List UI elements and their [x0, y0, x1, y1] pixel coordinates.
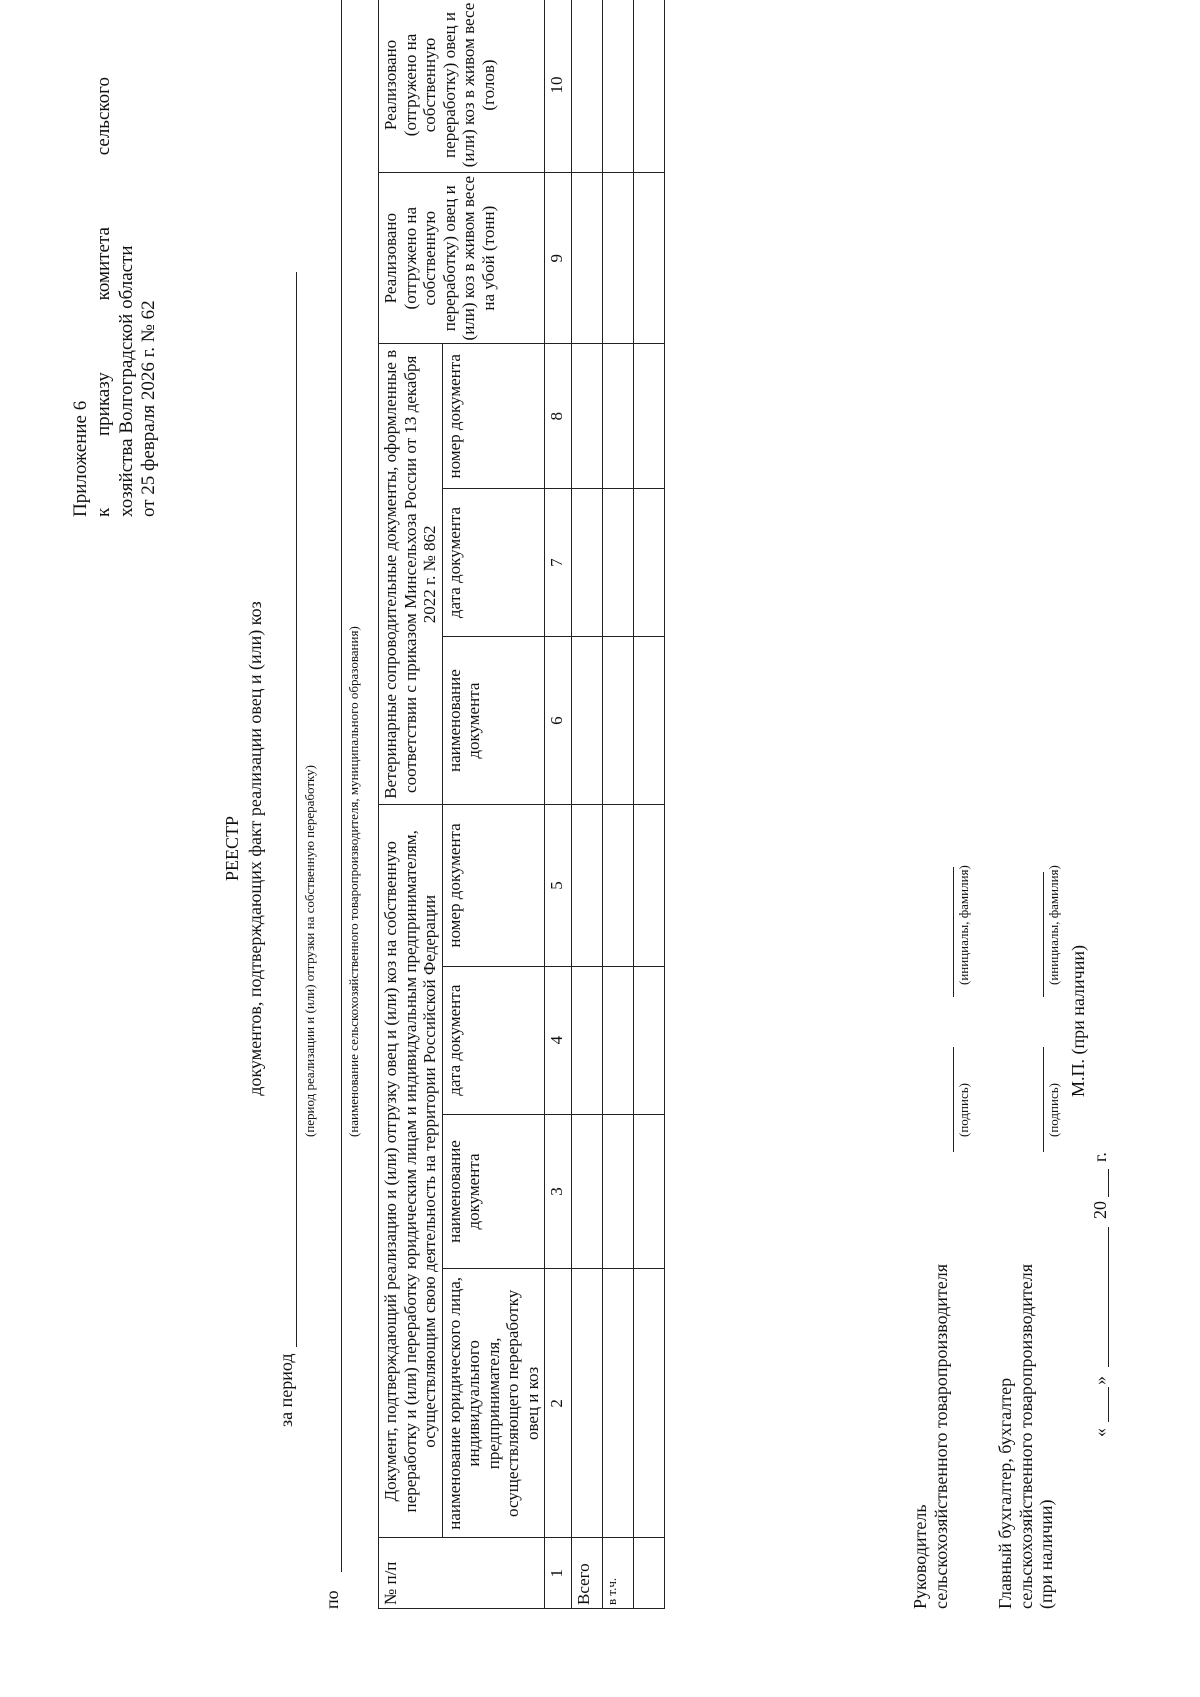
- header-doc-date: дата документа: [442, 966, 545, 1114]
- column-number: 6: [545, 637, 572, 805]
- table-row-incl: [603, 0, 634, 1609]
- column-number: 5: [545, 805, 572, 967]
- date-open-quote: «: [1090, 1428, 1110, 1437]
- table-cell: [634, 966, 665, 1114]
- table-cell: [572, 172, 603, 344]
- chief-sign-caption: (подпись): [1046, 1083, 1061, 1137]
- table-cell: [634, 1269, 665, 1538]
- table-row-empty: [634, 0, 665, 1609]
- table-cell: [603, 637, 634, 805]
- header-doc-number: номер документа: [442, 805, 545, 967]
- table-cell: [603, 1114, 634, 1269]
- table-cell: [572, 489, 603, 637]
- table-cell: [572, 966, 603, 1114]
- table-cell: [572, 1269, 603, 1538]
- column-number: 10: [545, 0, 572, 172]
- head-initials-line: [953, 867, 954, 997]
- date-year-prefix: 20: [1090, 1201, 1110, 1219]
- table-cell: [634, 1538, 665, 1609]
- chief-sign-line: [1043, 1047, 1044, 1152]
- header-weight-tonn: Реализовано (отгружено на собственную переработку) овец и (или) коз в живом весе на убой (тонн): [379, 172, 545, 344]
- table-cell: [603, 966, 634, 1114]
- header-row-1: [379, 0, 443, 1609]
- table-cell: [572, 1114, 603, 1269]
- appendix-title: Приложение 6: [70, 400, 91, 517]
- page-subtitle: документов, подтверждающих факт реализации овец и (или) коз: [245, 601, 265, 1096]
- chief-initials-line: [1043, 872, 1044, 997]
- appendix-selskogo: сельского: [92, 77, 114, 156]
- column-number: 1: [545, 1538, 572, 1609]
- stamp-label: М.П. (при наличии): [1068, 945, 1088, 1097]
- period-line: [296, 272, 297, 1347]
- appendix-komiteta: комитета: [92, 227, 114, 301]
- table-cell: [634, 489, 665, 637]
- header-vet-doc-date: дата документа: [442, 489, 545, 637]
- appendix-region: хозяйства Волгоградской области: [115, 245, 137, 517]
- column-number: 4: [545, 966, 572, 1114]
- appendix-prikazu: приказу: [92, 372, 114, 436]
- date-close-quote: »: [1090, 1376, 1110, 1385]
- head-title-line1: Руководитель: [910, 1504, 930, 1609]
- producer-caption: (наименование сельскохозяйственного товаропроизводителя, муниципального образования): [346, 626, 361, 1137]
- head-title: [910, 1264, 951, 1609]
- appendix-date: от 25 февраля 2026 г. № 62: [138, 300, 160, 517]
- column-number: 8: [545, 344, 572, 489]
- table-cell: [634, 172, 665, 344]
- appendix-order-line: [93, 77, 116, 517]
- header-processor-name: наименование юридического лица, индивидуального предпринимателя, осуществляющего переработку овец и коз: [442, 1269, 545, 1538]
- appendix-block: [70, 77, 161, 517]
- table-cell: [634, 1114, 665, 1269]
- chief-initials-caption: (инициалы, фамилия): [1046, 865, 1061, 985]
- table-cell: [603, 344, 634, 489]
- row-incl-label: в т.ч.: [603, 1538, 634, 1609]
- header-heads: Реализовано (отгружено на собственную переработку) овец и (или) коз в живом весе (голов): [379, 0, 545, 172]
- chief-title-line2: сельскохозяйственного товаропроизводителя: [1015, 1263, 1036, 1609]
- table-cell: [603, 489, 634, 637]
- table-cell: [634, 344, 665, 489]
- head-title-line2: сельскохозяйственного товаропроизводителя: [930, 1263, 951, 1609]
- date-year-suffix: г.: [1090, 1152, 1110, 1162]
- date-month-line: [1108, 1227, 1109, 1367]
- producer-line: [341, 0, 342, 1572]
- table-cell: [634, 0, 665, 172]
- table-cell: [603, 172, 634, 344]
- table-cell: [603, 805, 634, 967]
- table-cell: [572, 344, 603, 489]
- page-title: РЕЕСТР: [222, 816, 242, 882]
- column-number: 3: [545, 1114, 572, 1269]
- header-vet-doc-number: номер документа: [442, 344, 545, 489]
- chief-title-line3: (при наличии): [1036, 1499, 1057, 1609]
- appendix-k: к: [92, 507, 114, 517]
- column-number: 9: [545, 172, 572, 344]
- column-number: 2: [545, 1269, 572, 1538]
- chief-title-line1: Главный бухгалтер, бухгалтер: [995, 1377, 1015, 1609]
- register-table: [378, 0, 665, 1609]
- header-vet-doc-name: наименование документа: [442, 637, 545, 805]
- chief-title: [995, 1264, 1057, 1609]
- head-sign-caption: (подпись): [956, 1083, 971, 1137]
- date-day-line: [1108, 1387, 1109, 1422]
- table-cell: [572, 805, 603, 967]
- header-number: № п/п: [379, 1538, 545, 1609]
- table-cell: [634, 805, 665, 967]
- column-number-row: [545, 0, 572, 1609]
- period-label: за период: [276, 1353, 296, 1427]
- header-document-group: Документ, подтверждающий реализацию и (или) отгрузку овец и (или) коз на собственную переработку и (или) переработку юридическим лицам и индивидуальным предпринимателям, осуществляющим свою деятельность на территории Российской Федерации: [379, 805, 443, 1538]
- table-cell: [603, 0, 634, 172]
- table-row-total: [572, 0, 603, 1609]
- producer-label: по: [322, 1590, 342, 1609]
- table-cell: [603, 1269, 634, 1538]
- period-caption: (период реализации и (или) отгрузки на собственную переработку): [302, 764, 317, 1137]
- table-cell: [634, 637, 665, 805]
- column-number: 7: [545, 489, 572, 637]
- header-vet-group: Ветеринарные сопроводительные документы, оформленные в соответствии с приказом Минсельхоза России от 13 декабря 2022 г. № 862: [379, 344, 443, 805]
- table-cell: [572, 0, 603, 172]
- table-cell: [572, 637, 603, 805]
- head-sign-line: [953, 1047, 954, 1152]
- head-initials-caption: (инициалы, фамилия): [956, 865, 971, 985]
- date-year-line: [1108, 1169, 1109, 1197]
- row-total-label: Всего: [572, 1538, 603, 1609]
- header-doc-name: наименование документа: [442, 1114, 545, 1269]
